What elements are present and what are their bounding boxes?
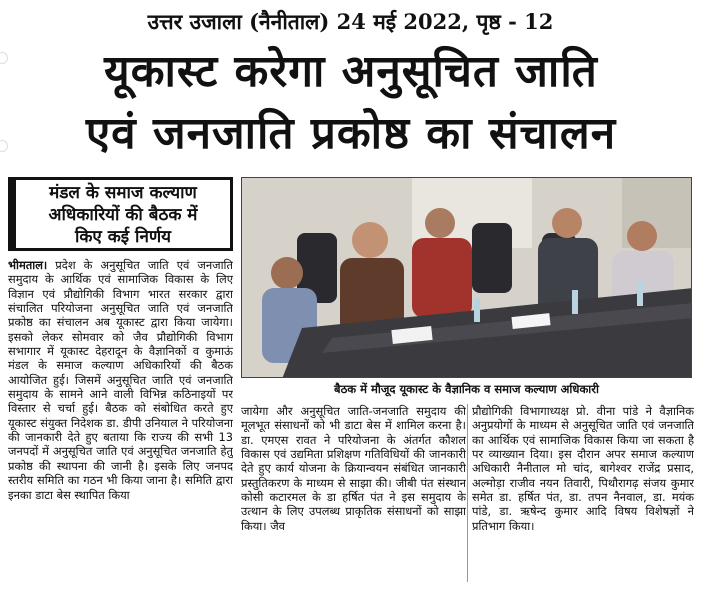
subheadline-line-1: मंडल के समाज कल्याण: [49, 183, 197, 203]
subheadline-box: [8, 177, 233, 251]
article-dateline: भीमताल।: [8, 258, 48, 272]
photo-caption: बैठक में मौजूद यूकास्ट के वैज्ञानिक व समाज कल्याण अधिकारी: [241, 378, 692, 400]
article-column-1-text: प्रदेश के अनुसूचित जाति एवं जनजाति समुदाय के आर्थिक एवं सामाजिक विकास के लिए विज्ञान एवं प्रौद्योगिकी विभाग भारत सरकार द्वारा संचालित परियोजना अनुसूचित जाति एवं जनजाति प्रकोष्ठ का संचालन अब यूकास्ट द्वारा किया जायेगा। इसको लेकर सोमवार को जैव प्रौद्योगिकी विभाग सभागार में यूकास्ट देहरादून के वैज्ञानिकों व कुमाऊं मंडल के समाज कल्याण अधिकारियों की बैठक आयोजित हुई। जिसमें अनुसूचित जाति एवं जनजाति समुदाय के सामने आने वाली विभिन्न कठिनाइयों पर विस्तार से चर्चा हुई। बैठक को संबोधित करते हुए यूकास्ट संयुक्त निदेशक डा. डीपी उनियाल ने परियोजना की जानकारी देते हुए बताया कि राज्य की सभी 13 जनपदों में अनुसूचित जाति एवं अनुसूचित जनजाति हेतु प्रकोष्ठ की स्थापना की जानी है। इसके लिए जनपद स्तरीय समिति का गठन भी किया जाना है। समिति द्वारा इनका डाटा बेस स्थापित किया: [8, 258, 233, 502]
headline-line-1: यूकास्ट करेगा अनुसूचित जाति: [104, 46, 598, 97]
article-column-3-text: प्रौद्योगिकी विभागाध्यक्ष प्रो. वीना पांडे ने वैज्ञानिक अनुप्रयोगों के माध्यम से अनुसूचित जाति एवं जनजाति का आर्थिक एवं सामाजिक विकास किया जा सकता है पर व्याख्यान दिया। इस दौरान अपर समाज कल्याण अधिकारी नैनीताल मो चांद, बागेश्वर राजेंद्र प्रसाद, अल्मोड़ा राजीव नयन तिवारी, पिथौरागढ़ संजय कुमार समेत डा. हर्षित पंत, डा. तपन नैनवाल, डा. मयंक पांडे, डा. ऋषेन्द कुमार आदि विषय विशेषज्ञों ने प्रतिभाग किया।: [472, 404, 694, 533]
meeting-photo: [241, 177, 692, 378]
article-column-3: [472, 404, 694, 584]
masthead: उत्तर उजाला (नैनीताल) 24 मई 2022, पृष्ठ - 12: [147, 9, 554, 34]
binder-hole: [0, 140, 8, 152]
headline-line-2: एवं जनजाति प्रकोष्ठ का संचालन: [85, 108, 617, 159]
column-divider: [467, 404, 468, 582]
article-column-1: [8, 258, 233, 584]
article-column-2: [241, 404, 466, 584]
meeting-photo-illustration: [242, 178, 692, 378]
subheadline-line-2: अधिकारियों की बैठक में: [48, 205, 198, 225]
article-column-2-text: जायेगा और अनुसूचित जाति-जनजाति समुदाय की मूलभूत संसाधनों को भी डाटा बेस में शामिल करना है। डा. एमएस रावत ने परियोजना के अंतर्गत कौशल विकास एवं उद्यमिता प्रशिक्षण गतिविधियों की जानकारी देते हुए कार्य योजना के क्रियान्वयन संबंधित जानकारी प्रस्तुतिकरण के माध्यम से साझा की। जीबी पंत संस्थान कोसी कटारमल के डा हर्षित पंत ने इस समुदाय के उत्थान के लिए उपलब्ध प्राकृतिक संसाधनों को साझा किया। जैव: [241, 404, 466, 533]
subheadline-line-3: किए कई निर्णय: [74, 227, 172, 247]
binder-hole: [0, 52, 8, 64]
